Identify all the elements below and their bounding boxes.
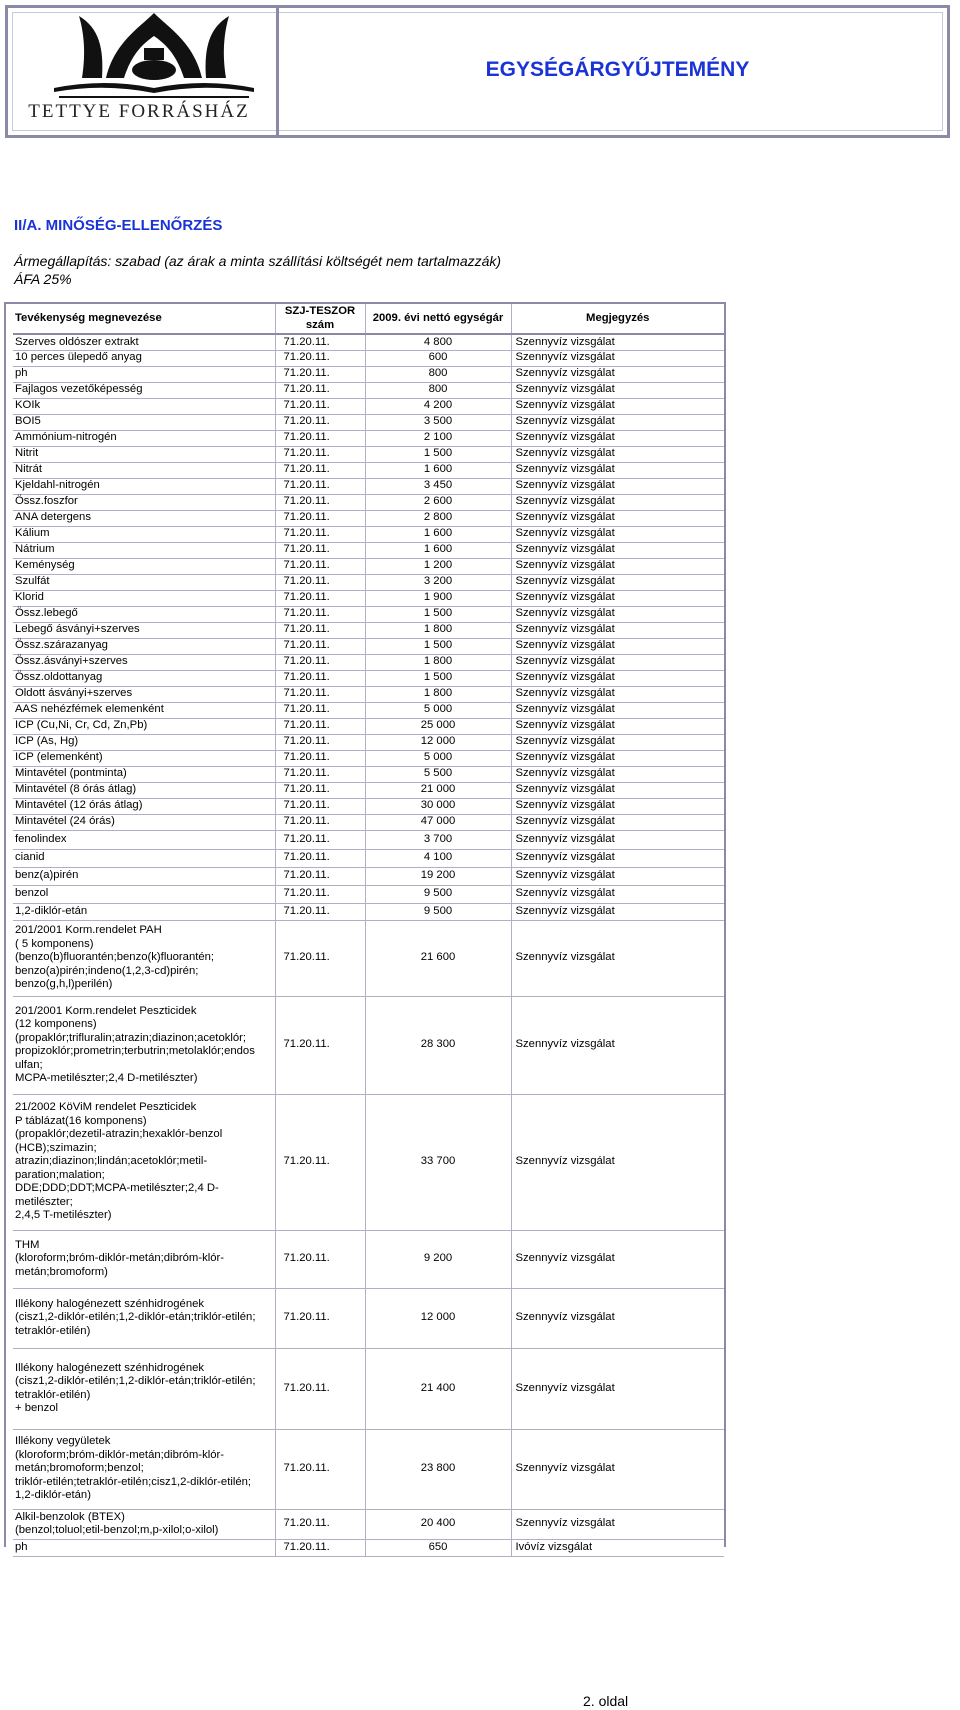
cell-price: 3 700 [365,830,511,849]
cell-activity: Szulfát [13,574,275,590]
cell-activity: 1,2-diklór-etán [13,903,275,920]
cell-szj: 71.20.11. [275,510,365,526]
cell-note: Szennyvíz vizsgálat [511,542,724,558]
cell-price: 12 000 [365,1288,511,1348]
table-row [13,1288,724,1348]
cell-price: 5 000 [365,702,511,718]
cell-note: Szennyvíz vizsgálat [511,867,724,885]
cell-note: Szennyvíz vizsgálat [511,622,724,638]
cell-note: Szennyvíz vizsgálat [511,446,724,462]
cell-price: 21 000 [365,782,511,798]
cell-price: 9 500 [365,903,511,920]
cell-szj: 71.20.11. [275,414,365,430]
cell-price: 5 500 [365,766,511,782]
cell-note: Szennyvíz vizsgálat [511,590,724,606]
table-row [13,1509,724,1539]
document-title: EGYSÉGÁRGYŰJTEMÉNY [485,58,750,81]
cell-price: 19 200 [365,867,511,885]
cell-szj: 71.20.11. [275,350,365,366]
cell-activity: KOIk [13,398,275,414]
cell-price: 600 [365,350,511,366]
cell-price: 20 400 [365,1509,511,1539]
cell-activity: Illékony vegyületek (kloroform;bróm-diklór-metán;dibróm-klór- metán;bromoform;benzol; triklór-etilén;tetraklór-etilén;cisz1,2-diklór-etilén; 1,2-diklór-etán) [13,1429,275,1509]
cell-activity: ph [13,366,275,382]
table-body [13,334,724,1556]
cell-note: Szennyvíz vizsgálat [511,903,724,920]
cell-szj: 71.20.11. [275,798,365,814]
cell-price: 1 200 [365,558,511,574]
cell-price: 1 600 [365,526,511,542]
cell-szj: 71.20.11. [275,702,365,718]
cell-szj: 71.20.11. [275,382,365,398]
cell-activity: ICP (elemenként) [13,750,275,766]
cell-price: 1 500 [365,670,511,686]
table-row [13,1230,724,1288]
cell-szj: 71.20.11. [275,462,365,478]
cell-note: Szennyvíz vizsgálat [511,686,724,702]
table-row [13,1539,724,1556]
table-row [13,1094,724,1230]
cell-note: Szennyvíz vizsgálat [511,814,724,830]
cell-szj: 71.20.11. [275,1094,365,1230]
cell-note: Szennyvíz vizsgálat [511,1348,724,1429]
cell-note: Szennyvíz vizsgálat [511,766,724,782]
table-row [13,526,724,542]
table-row [13,920,724,996]
cell-szj: 71.20.11. [275,867,365,885]
cell-price: 23 800 [365,1429,511,1509]
cell-price: 2 600 [365,494,511,510]
header-note: Megjegyzés [511,304,724,334]
cell-szj: 71.20.11. [275,750,365,766]
cell-note: Szennyvíz vizsgálat [511,996,724,1094]
cell-szj: 71.20.11. [275,1348,365,1429]
table-row [13,814,724,830]
cell-szj: 71.20.11. [275,670,365,686]
table-row [13,686,724,702]
cell-note: Szennyvíz vizsgálat [511,382,724,398]
cell-szj: 71.20.11. [275,638,365,654]
cell-price: 9 200 [365,1230,511,1288]
cell-szj: 71.20.11. [275,334,365,350]
cell-activity: Lebegő ásványi+szerves [13,622,275,638]
cell-note: Szennyvíz vizsgálat [511,574,724,590]
cell-activity: Oldott ásványi+szerves [13,686,275,702]
cell-note: Szennyvíz vizsgálat [511,1429,724,1509]
cell-szj: 71.20.11. [275,430,365,446]
page-number: 2. oldal [583,1693,629,1709]
table-row [13,1348,724,1429]
price-table [13,304,724,1557]
cell-activity: ph [13,1539,275,1556]
cell-price: 1 800 [365,622,511,638]
table-row [13,654,724,670]
cell-szj: 71.20.11. [275,558,365,574]
table-row [13,702,724,718]
cell-activity: 21/2002 KöViM rendelet Peszticidek P táblázat(16 komponens) (propaklór;dezetil-atrazin;hexaklór-benzol (HCB);szimazin; atrazin;diazinon;lindán;acetoklór;metil- paration;malation; DDE;DDD;DDT;MCPA-metilészter;2,4 D- metilészter; 2,4,5 T-metilészter) [13,1094,275,1230]
cell-price: 1 600 [365,462,511,478]
header-szj: SZJ-TESZOR szám [275,304,365,334]
cell-szj: 71.20.11. [275,686,365,702]
cell-activity: Fajlagos vezetőképesség [13,382,275,398]
table-row [13,830,724,849]
cell-note: Szennyvíz vizsgálat [511,398,724,414]
table-row [13,750,724,766]
cell-activity: BOI5 [13,414,275,430]
table-row [13,382,724,398]
cell-note: Szennyvíz vizsgálat [511,654,724,670]
table-row [13,398,724,414]
cell-activity: cianid [13,849,275,867]
cell-price: 800 [365,382,511,398]
table-row [13,903,724,920]
cell-price: 1 500 [365,446,511,462]
cell-activity: Alkil-benzolok (BTEX) (benzol;toluol;etil-benzol;m,p-xilol;o-xilol) [13,1509,275,1539]
cell-szj: 71.20.11. [275,903,365,920]
cell-note: Szennyvíz vizsgálat [511,734,724,750]
cell-activity: Mintavétel (8 órás átlag) [13,782,275,798]
cell-szj: 71.20.11. [275,606,365,622]
cell-price: 1 800 [365,686,511,702]
cell-price: 1 800 [365,654,511,670]
cell-activity: Mintavétel (24 órás) [13,814,275,830]
table-row [13,670,724,686]
cell-szj: 71.20.11. [275,542,365,558]
pricing-note: Ármegállapítás: szabad (az árak a minta szállítási költségét nem tartalmazzák) [14,253,502,269]
cell-activity: Nitrit [13,446,275,462]
cell-activity: Össz.lebegő [13,606,275,622]
cell-activity: Mintavétel (pontminta) [13,766,275,782]
cell-activity: Szerves oldószer extrakt [13,334,275,350]
cell-activity: ICP (Cu,Ni, Cr, Cd, Zn,Pb) [13,718,275,734]
cell-note: Szennyvíz vizsgálat [511,558,724,574]
cell-activity: 201/2001 Korm.rendelet Peszticidek (12 komponens) (propaklór;trifluralin;atrazin;diazinon;acetoklór; propizoklór;prometrin;terbutrin;metolaklór;endos ulfan; MCPA-metilészter;2,4 D-metilészter) [13,996,275,1094]
table-row [13,414,724,430]
cell-activity: Nitrát [13,462,275,478]
cell-activity: Illékony halogénezett szénhidrogének (cisz1,2-diklór-etilén;1,2-diklór-etán;triklór-etilén; tetraklór-etilén) [13,1288,275,1348]
cell-szj: 71.20.11. [275,478,365,494]
table-row [13,1429,724,1509]
cell-activity: benzol [13,885,275,903]
cell-activity: Mintavétel (12 órás átlag) [13,798,275,814]
table-row [13,849,724,867]
cell-note: Szennyvíz vizsgálat [511,1288,724,1348]
cell-note: Szennyvíz vizsgálat [511,462,724,478]
cell-szj: 71.20.11. [275,885,365,903]
table-row [13,430,724,446]
cell-activity: 10 perces ülepedő anyag [13,350,275,366]
cell-note: Szennyvíz vizsgálat [511,606,724,622]
table-row [13,462,724,478]
cell-szj: 71.20.11. [275,849,365,867]
cell-price: 21 600 [365,920,511,996]
cell-activity: Össz.ásványi+szerves [13,654,275,670]
cell-price: 650 [365,1539,511,1556]
table-row [13,494,724,510]
cell-szj: 71.20.11. [275,398,365,414]
table-row [13,867,724,885]
cell-price: 4 800 [365,334,511,350]
cell-szj: 71.20.11. [275,734,365,750]
cell-price: 3 450 [365,478,511,494]
cell-szj: 71.20.11. [275,526,365,542]
header-activity: Tevékenység megnevezése [13,304,275,334]
table-row [13,590,724,606]
cell-activity: Össz.oldottanyag [13,670,275,686]
cell-price: 1 900 [365,590,511,606]
cell-szj: 71.20.11. [275,996,365,1094]
cell-note: Szennyvíz vizsgálat [511,510,724,526]
cell-price: 4 100 [365,849,511,867]
cell-note: Szennyvíz vizsgálat [511,638,724,654]
cell-activity: Össz.foszfor [13,494,275,510]
table-row [13,622,724,638]
table-row [13,885,724,903]
cell-price: 4 200 [365,398,511,414]
cell-note: Szennyvíz vizsgálat [511,750,724,766]
cell-activity: Kálium [13,526,275,542]
cell-price: 2 800 [365,510,511,526]
cell-note: Szennyvíz vizsgálat [511,430,724,446]
cell-activity: 201/2001 Korm.rendelet PAH ( 5 komponens) (benzo(b)fluorantén;benzo(k)fluorantén; benzo(a)pirén;indeno(1,2,3-cd)pirén; benzo(g,h,l)perilén) [13,920,275,996]
cell-note: Szennyvíz vizsgálat [511,885,724,903]
cell-note: Szennyvíz vizsgálat [511,782,724,798]
table-row [13,766,724,782]
table-row [13,996,724,1094]
cell-note: Szennyvíz vizsgálat [511,494,724,510]
cell-szj: 71.20.11. [275,1539,365,1556]
table-row [13,542,724,558]
cell-szj: 71.20.11. [275,782,365,798]
cell-note: Szennyvíz vizsgálat [511,920,724,996]
cell-szj: 71.20.11. [275,766,365,782]
cell-activity: Nátrium [13,542,275,558]
cell-note: Szennyvíz vizsgálat [511,1509,724,1539]
cell-note: Szennyvíz vizsgálat [511,718,724,734]
table-row [13,718,724,734]
cell-price: 800 [365,366,511,382]
table-row [13,798,724,814]
cell-activity: Illékony halogénezett szénhidrogének (cisz1,2-diklór-etilén;1,2-diklór-etán;triklór-etilén; tetraklór-etilén) + benzol [13,1348,275,1429]
cell-note: Szennyvíz vizsgálat [511,670,724,686]
cell-activity: Klorid [13,590,275,606]
cell-note: Szennyvíz vizsgálat [511,702,724,718]
cell-szj: 71.20.11. [275,830,365,849]
cell-activity: THM (kloroform;bróm-diklór-metán;dibróm-klór- metán;bromoform) [13,1230,275,1288]
table-row [13,446,724,462]
table-row [13,366,724,382]
cell-szj: 71.20.11. [275,1288,365,1348]
table-row [13,334,724,350]
cell-szj: 71.20.11. [275,574,365,590]
cell-activity: Kjeldahl-nitrogén [13,478,275,494]
cell-price: 5 000 [365,750,511,766]
cell-szj: 71.20.11. [275,1429,365,1509]
cell-price: 3 500 [365,414,511,430]
cell-note: Ivóvíz vizsgálat [511,1539,724,1556]
cell-activity: ANA detergens [13,510,275,526]
table-row [13,606,724,622]
cell-price: 21 400 [365,1348,511,1429]
cell-note: Szennyvíz vizsgálat [511,526,724,542]
cell-szj: 71.20.11. [275,1230,365,1288]
cell-price: 1 500 [365,606,511,622]
cell-activity: Keménység [13,558,275,574]
cell-note: Szennyvíz vizsgálat [511,1094,724,1230]
cell-activity: ICP (As, Hg) [13,734,275,750]
vat-note: ÁFA 25% [14,271,72,287]
cell-szj: 71.20.11. [275,622,365,638]
cell-price: 1 500 [365,638,511,654]
cell-szj: 71.20.11. [275,366,365,382]
cell-szj: 71.20.11. [275,920,365,996]
cell-szj: 71.20.11. [275,814,365,830]
cell-szj: 71.20.11. [275,446,365,462]
cell-activity: benz(a)pirén [13,867,275,885]
table-row [13,478,724,494]
table-row [13,350,724,366]
logo-wordmark: TETTYE FORRÁSHÁZ [28,101,250,122]
table-row [13,558,724,574]
cell-note: Szennyvíz vizsgálat [511,1230,724,1288]
cell-activity: Ammónium-nitrogén [13,430,275,446]
cell-price: 2 100 [365,430,511,446]
table-row [13,574,724,590]
header-divider [276,8,279,135]
cell-szj: 71.20.11. [275,718,365,734]
cell-price: 28 300 [365,996,511,1094]
cell-note: Szennyvíz vizsgálat [511,414,724,430]
cell-note: Szennyvíz vizsgálat [511,830,724,849]
cell-price: 25 000 [365,718,511,734]
cell-note: Szennyvíz vizsgálat [511,350,724,366]
cell-szj: 71.20.11. [275,590,365,606]
cell-price: 9 500 [365,885,511,903]
cell-activity: Össz.szárazanyag [13,638,275,654]
cell-activity: AAS nehézfémek elemenként [13,702,275,718]
table-row [13,734,724,750]
cell-activity: fenolindex [13,830,275,849]
cell-price: 3 200 [365,574,511,590]
cell-szj: 71.20.11. [275,494,365,510]
cell-szj: 71.20.11. [275,654,365,670]
cell-price: 33 700 [365,1094,511,1230]
cell-note: Szennyvíz vizsgálat [511,798,724,814]
header-price: 2009. évi nettó egységár [365,304,511,334]
table-row [13,510,724,526]
cell-note: Szennyvíz vizsgálat [511,334,724,350]
section-title: II/A. MINŐSÉG-ELLENŐRZÉS [14,217,223,234]
cell-note: Szennyvíz vizsgálat [511,478,724,494]
table-header-row [13,304,724,334]
cell-price: 47 000 [365,814,511,830]
cell-price: 1 600 [365,542,511,558]
cell-price: 30 000 [365,798,511,814]
table-row [13,638,724,654]
cell-price: 12 000 [365,734,511,750]
table-row [13,782,724,798]
cell-szj: 71.20.11. [275,1509,365,1539]
cell-note: Szennyvíz vizsgálat [511,366,724,382]
cell-note: Szennyvíz vizsgálat [511,849,724,867]
